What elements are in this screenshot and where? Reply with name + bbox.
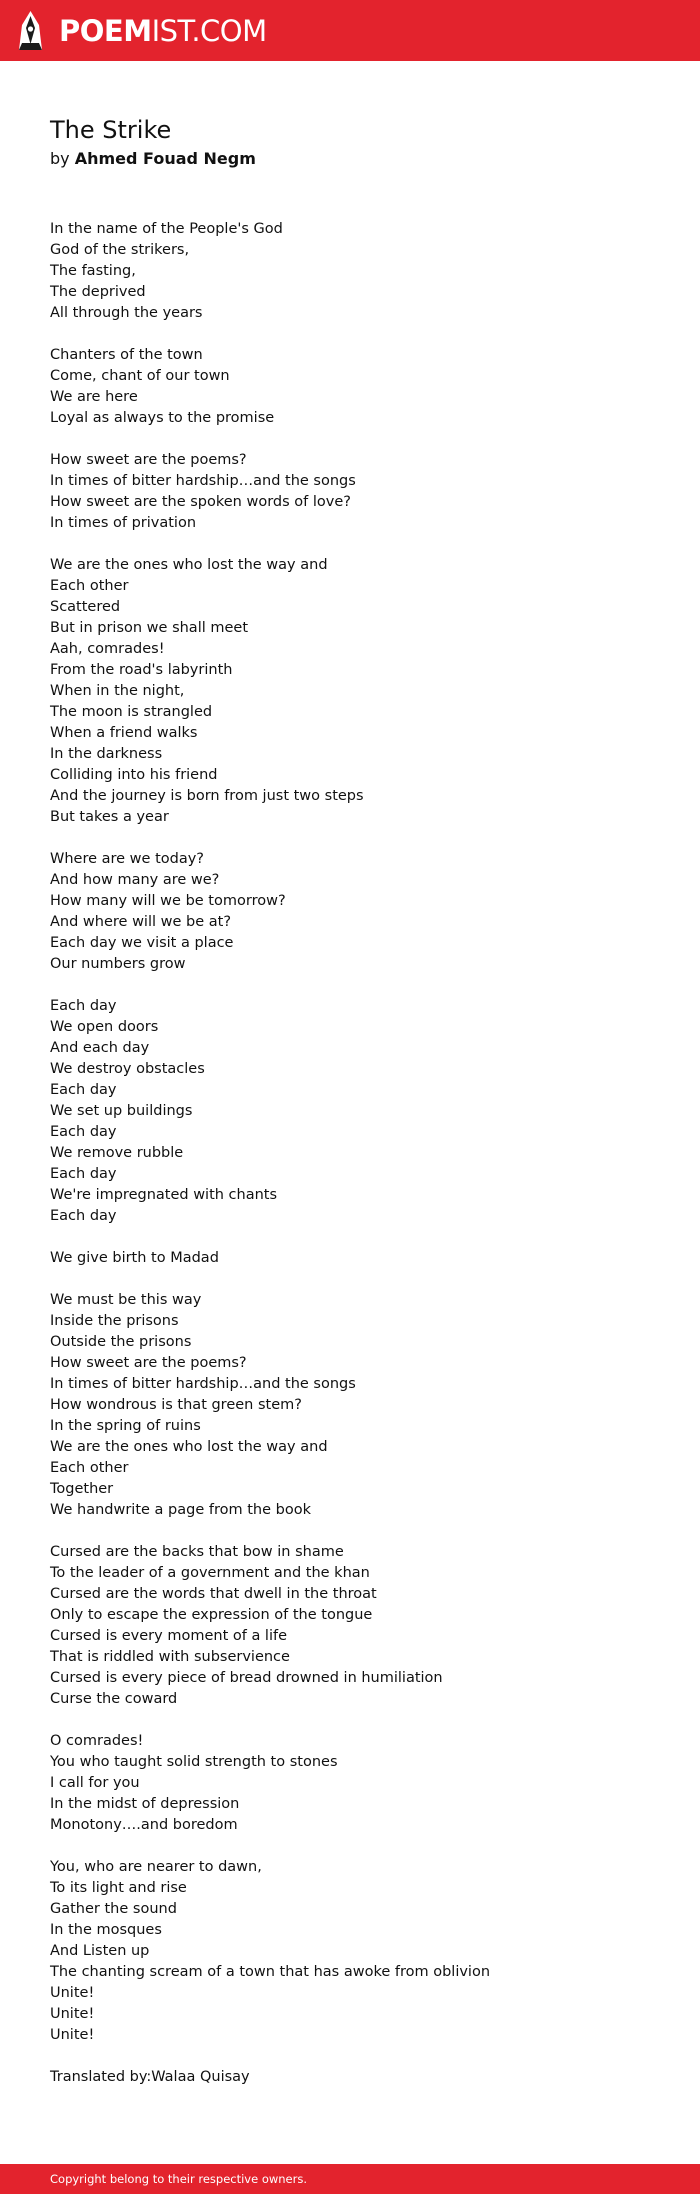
poem-line: We're impregnated with chants	[50, 1187, 278, 1203]
poem-line: Cursed are the words that dwell in the throat	[50, 1586, 377, 1602]
poem-line: Cursed is every piece of bread drowned in humiliation	[50, 1670, 443, 1686]
poem-line: Loyal as always to the promise	[50, 410, 275, 426]
poem-line: The deprived	[50, 284, 146, 300]
poem-line: When in the night,	[50, 683, 185, 699]
brand-light: IST.COM	[151, 14, 267, 48]
poem-line: All through the years	[50, 305, 203, 321]
poem-stanza	[50, 1857, 650, 2046]
poem-stanza	[50, 1248, 650, 1269]
poem-line: We open doors	[50, 1019, 159, 1035]
poem-line: How sweet are the poems?	[50, 1355, 247, 1371]
pen-nib-icon	[17, 10, 44, 52]
poem-line: Aah, comrades!	[50, 641, 165, 657]
poem-line: But in prison we shall meet	[50, 620, 249, 636]
poem-line: Inside the prisons	[50, 1313, 179, 1329]
poem-stanza	[50, 219, 650, 324]
poem-line: And how many are we?	[50, 872, 220, 888]
poem-line: You, who are nearer to dawn,	[50, 1859, 262, 1875]
poem-line: Each day	[50, 998, 117, 1014]
poem-line: We handwrite a page from the book	[50, 1502, 311, 1518]
author-name[interactable]: Ahmed Fouad Negm	[74, 149, 256, 168]
poem-line: Together	[50, 1481, 114, 1497]
poem-line: How many will we be tomorrow?	[50, 893, 286, 909]
poem-stanza	[50, 450, 650, 534]
poem-line: In the darkness	[50, 746, 163, 762]
poem-line: We are here	[50, 389, 138, 405]
poem-line: Unite!	[50, 2006, 95, 2022]
poem-body	[50, 219, 650, 2109]
site-logo[interactable]	[17, 10, 267, 52]
poem-line: Translated by:Walaa Quisay	[50, 2069, 250, 2085]
poem-line: God of the strikers,	[50, 242, 190, 258]
poem-title: The Strike	[50, 116, 172, 144]
poem-line: Cursed is every moment of a life	[50, 1628, 288, 1644]
poem-line: Each other	[50, 1460, 129, 1476]
poem-line: Chanters of the town	[50, 347, 203, 363]
poem-line: Each day	[50, 1166, 117, 1182]
poem-line: When a friend walks	[50, 725, 198, 741]
poem-stanza	[50, 996, 650, 1227]
poem-line: The moon is strangled	[50, 704, 213, 720]
poem-line: Cursed are the backs that bow in shame	[50, 1544, 344, 1560]
poem-line: Scattered	[50, 599, 121, 615]
poem-line: Each day	[50, 1124, 117, 1140]
poem-stanza	[50, 849, 650, 975]
poem-line: I call for you	[50, 1775, 140, 1791]
poem-line: Each other	[50, 578, 129, 594]
poem-line: Unite!	[50, 1985, 95, 2001]
poem-line: Where are we today?	[50, 851, 204, 867]
poem-stanza	[50, 1542, 650, 1710]
poem-line: In the spring of ruins	[50, 1418, 201, 1434]
brand-name	[59, 10, 267, 52]
poem-line: Unite!	[50, 2027, 95, 2043]
poem-line: Each day	[50, 1208, 117, 1224]
by-label: by	[50, 149, 70, 168]
poem-line: Each day we visit a place	[50, 935, 234, 951]
poem-line: But takes a year	[50, 809, 169, 825]
poem-line: How sweet are the spoken words of love?	[50, 494, 351, 510]
poem-line: How wondrous is that green stem?	[50, 1397, 302, 1413]
poem-line: From the road's labyrinth	[50, 662, 233, 678]
poem-line: We are the ones who lost the way and	[50, 557, 328, 573]
poem-line: How sweet are the poems?	[50, 452, 247, 468]
poem-line: And each day	[50, 1040, 150, 1056]
brand-bold: POEM	[59, 14, 152, 48]
site-header	[0, 0, 700, 61]
poem-line: We must be this way	[50, 1292, 202, 1308]
poem-line: We destroy obstacles	[50, 1061, 205, 1077]
copyright-text: Copyright belong to their respective owners.	[50, 2172, 308, 2186]
poem-line: To the leader of a government and the khan	[50, 1565, 370, 1581]
poem-line: In times of bitter hardship…and the songs	[50, 1376, 356, 1392]
poem-line: We are the ones who lost the way and	[50, 1439, 328, 1455]
poem-line: Our numbers grow	[50, 956, 186, 972]
poem-line: In the mosques	[50, 1922, 162, 1938]
poem-stanza	[50, 555, 650, 828]
poem-line: To its light and rise	[50, 1880, 187, 1896]
poem-line: Monotony….and boredom	[50, 1817, 238, 1833]
poem-line: You who taught solid strength to stones	[50, 1754, 338, 1770]
poem-line: And where will we be at?	[50, 914, 232, 930]
poem-stanza	[50, 1290, 650, 1521]
poem-line: The chanting scream of a town that has awoke from oblivion	[50, 1964, 491, 1980]
poem-line: Gather the sound	[50, 1901, 177, 1917]
poem-line: In times of bitter hardship…and the songs	[50, 473, 356, 489]
poem-line: O comrades!	[50, 1733, 144, 1749]
byline	[50, 147, 256, 171]
poem-line: Curse the coward	[50, 1691, 178, 1707]
poem-line: And Listen up	[50, 1943, 150, 1959]
poem-line: The fasting,	[50, 263, 136, 279]
poem-line: That is riddled with subservience	[50, 1649, 290, 1665]
site-footer	[0, 2164, 700, 2194]
poem-line: In the midst of depression	[50, 1796, 240, 1812]
poem-line: Come, chant of our town	[50, 368, 230, 384]
poem-line: And the journey is born from just two steps	[50, 788, 364, 804]
poem-line: We remove rubble	[50, 1145, 184, 1161]
poem-line: In times of privation	[50, 515, 197, 531]
poem-line: Colliding into his friend	[50, 767, 218, 783]
poem-stanza	[50, 345, 650, 429]
poem-line: We set up buildings	[50, 1103, 193, 1119]
poem-line: Each day	[50, 1082, 117, 1098]
poem-line: In the name of the People's God	[50, 221, 283, 237]
poem-line: Only to escape the expression of the tongue	[50, 1607, 373, 1623]
poem-line: We give birth to Madad	[50, 1250, 219, 1266]
poem-stanza	[50, 2067, 650, 2088]
poem-line: Outside the prisons	[50, 1334, 192, 1350]
poem-stanza	[50, 1731, 650, 1836]
